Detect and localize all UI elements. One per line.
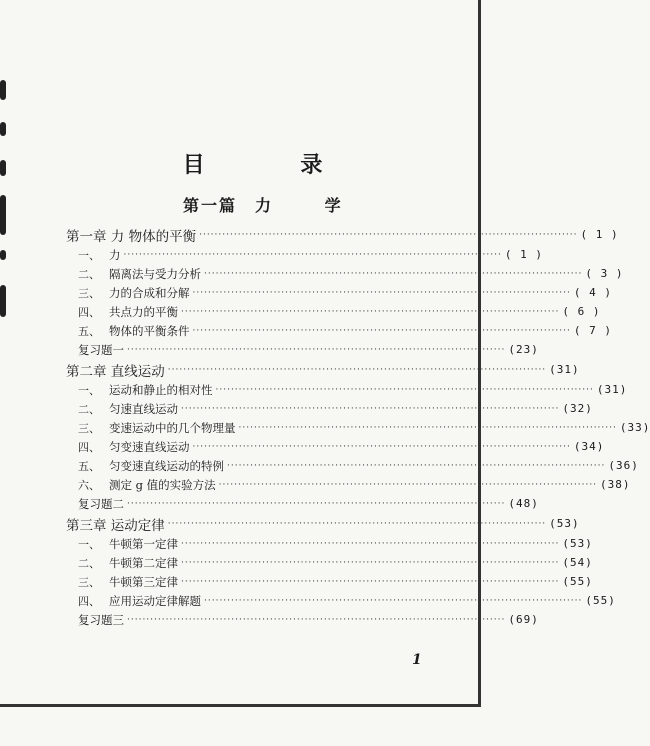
leader-dots: ··································································································	[204, 595, 583, 606]
toc-section	[66, 264, 624, 283]
toc-entry-number: 一、	[78, 537, 100, 551]
toc-entry-number: 四、	[78, 305, 100, 319]
toc-section	[66, 475, 631, 494]
page-bottom-border	[0, 704, 481, 707]
toc-entry-page: (31)	[549, 363, 580, 376]
toc-section	[66, 572, 593, 591]
toc-section	[66, 283, 612, 302]
table-of-contents	[66, 224, 650, 629]
toc-section	[66, 302, 601, 321]
leader-dots: ··································································································	[192, 441, 571, 452]
part-name: 力 学	[255, 196, 365, 215]
toc-entry-page: (55)	[585, 594, 616, 607]
toc-entry-title: 隔离法与受力分析	[109, 266, 201, 281]
toc-entry-page: (23)	[508, 343, 539, 356]
toc-section	[66, 456, 639, 475]
leader-dots: ··································································································	[123, 249, 502, 260]
toc-entry-page: (32)	[562, 402, 593, 415]
toc-review	[66, 340, 539, 359]
toc-entry-number: 三、	[78, 286, 100, 300]
toc-section	[66, 321, 612, 340]
leader-dots: ··································································································	[204, 268, 583, 279]
leader-dots: ··································································································	[167, 364, 547, 375]
leader-dots: ··································································································	[215, 384, 594, 395]
leader-dots: ··································································································	[227, 460, 606, 471]
toc-entry-title: 运动和静止的相对性	[109, 382, 213, 397]
toc-entry-number: 二、	[78, 402, 100, 416]
toc-section	[66, 418, 650, 437]
toc-entry-page: (33)	[619, 421, 650, 434]
toc-entry-page: ( 1 )	[504, 248, 543, 261]
toc-entry-page: (31)	[596, 383, 628, 396]
toc-entry-page: (69)	[508, 613, 539, 626]
toc-entry-page: ( 1 )	[580, 228, 619, 241]
toc-entry-title: 物体的平衡条件	[109, 323, 190, 338]
toc-section	[66, 534, 593, 553]
leader-dots: ··································································································	[127, 344, 506, 355]
leader-dots: ··································································································	[181, 576, 560, 587]
part-number: 第一篇	[183, 196, 238, 215]
toc-entry-title: 第二章 直线运动	[66, 363, 165, 380]
toc-section	[66, 591, 616, 610]
toc-entry-title: 共点力的平衡	[109, 304, 178, 319]
page-title: 目 录	[182, 153, 367, 178]
toc-entry-title: 变速运动中的几个物理量	[109, 420, 236, 435]
toc-entry-number: 四、	[78, 440, 100, 454]
toc-entry-number: 四、	[78, 594, 100, 608]
toc-entry-title: 牛顿第三定律	[109, 574, 178, 589]
part-title	[183, 193, 365, 216]
toc-entry-title: 匀速直线运动	[109, 401, 178, 416]
toc-chapter	[66, 224, 619, 245]
leader-dots: ··································································································	[181, 538, 560, 549]
leader-dots: ··································································································	[181, 306, 560, 317]
toc-entry-page: ( 3 )	[585, 267, 624, 280]
toc-entry-title: 匀变速直线运动的特例	[109, 458, 224, 473]
toc-chapter	[66, 359, 580, 380]
binding-edge-marks	[0, 60, 7, 360]
toc-section	[66, 399, 593, 418]
toc-entry-number: 一、	[78, 248, 100, 262]
leader-dots: ··································································································	[199, 229, 578, 240]
toc-entry-title: 力	[109, 247, 121, 262]
toc-entry-title: 力的合成和分解	[109, 285, 190, 300]
toc-entry-number: 二、	[78, 556, 100, 570]
toc-entry-title: 复习题三	[78, 612, 124, 627]
toc-entry-page: (48)	[508, 497, 539, 510]
leader-dots: ··································································································	[192, 287, 571, 298]
toc-entry-page: (38)	[600, 478, 631, 491]
toc-entry-page: (54)	[562, 556, 593, 569]
toc-review	[66, 494, 539, 513]
leader-dots: ··································································································	[238, 422, 617, 433]
page-number: 1	[412, 652, 422, 668]
toc-entry-page: (55)	[562, 575, 593, 588]
toc-entry-number: 五、	[78, 324, 100, 338]
toc-entry-title: 第一章 力 物体的平衡	[66, 228, 197, 245]
toc-entry-number: 五、	[78, 459, 100, 473]
toc-entry-title: 牛顿第一定律	[109, 536, 178, 551]
toc-entry-title: 测定 g 值的实验方法	[109, 477, 216, 492]
toc-chapter	[66, 513, 580, 534]
leader-dots: ··································································································	[181, 403, 560, 414]
toc-entry-page: ( 7 )	[573, 324, 612, 337]
toc-entry-number: 三、	[78, 575, 100, 589]
leader-dots: ··································································································	[127, 614, 506, 625]
toc-entry-page: (53)	[549, 517, 580, 530]
toc-section	[66, 380, 628, 399]
toc-entry-page: (53)	[562, 537, 593, 550]
toc-entry-number: 一、	[78, 383, 100, 397]
leader-dots: ··································································································	[127, 498, 506, 509]
toc-entry-title: 复习题二	[78, 496, 124, 511]
toc-entry-title: 匀变速直线运动	[109, 439, 190, 454]
toc-entry-title: 复习题一	[78, 342, 124, 357]
leader-dots: ··································································································	[192, 325, 571, 336]
toc-entry-page: ( 6 )	[562, 305, 601, 318]
leader-dots: ··································································································	[218, 479, 598, 490]
leader-dots: ··································································································	[167, 518, 547, 529]
toc-section	[66, 245, 543, 264]
toc-entry-page: ( 4 )	[573, 286, 612, 299]
toc-section	[66, 553, 593, 572]
toc-entry-title: 牛顿第二定律	[109, 555, 178, 570]
toc-entry-page: (34)	[573, 440, 605, 453]
toc-entry-page: (36)	[608, 459, 639, 472]
toc-section	[66, 437, 605, 456]
toc-entry-title: 第三章 运动定律	[66, 517, 165, 534]
toc-entry-number: 三、	[78, 421, 100, 435]
toc-entry-title: 应用运动定律解题	[109, 593, 201, 608]
toc-entry-number: 二、	[78, 267, 100, 281]
leader-dots: ··································································································	[181, 557, 560, 568]
toc-entry-number: 六、	[78, 478, 100, 492]
toc-review	[66, 610, 539, 629]
